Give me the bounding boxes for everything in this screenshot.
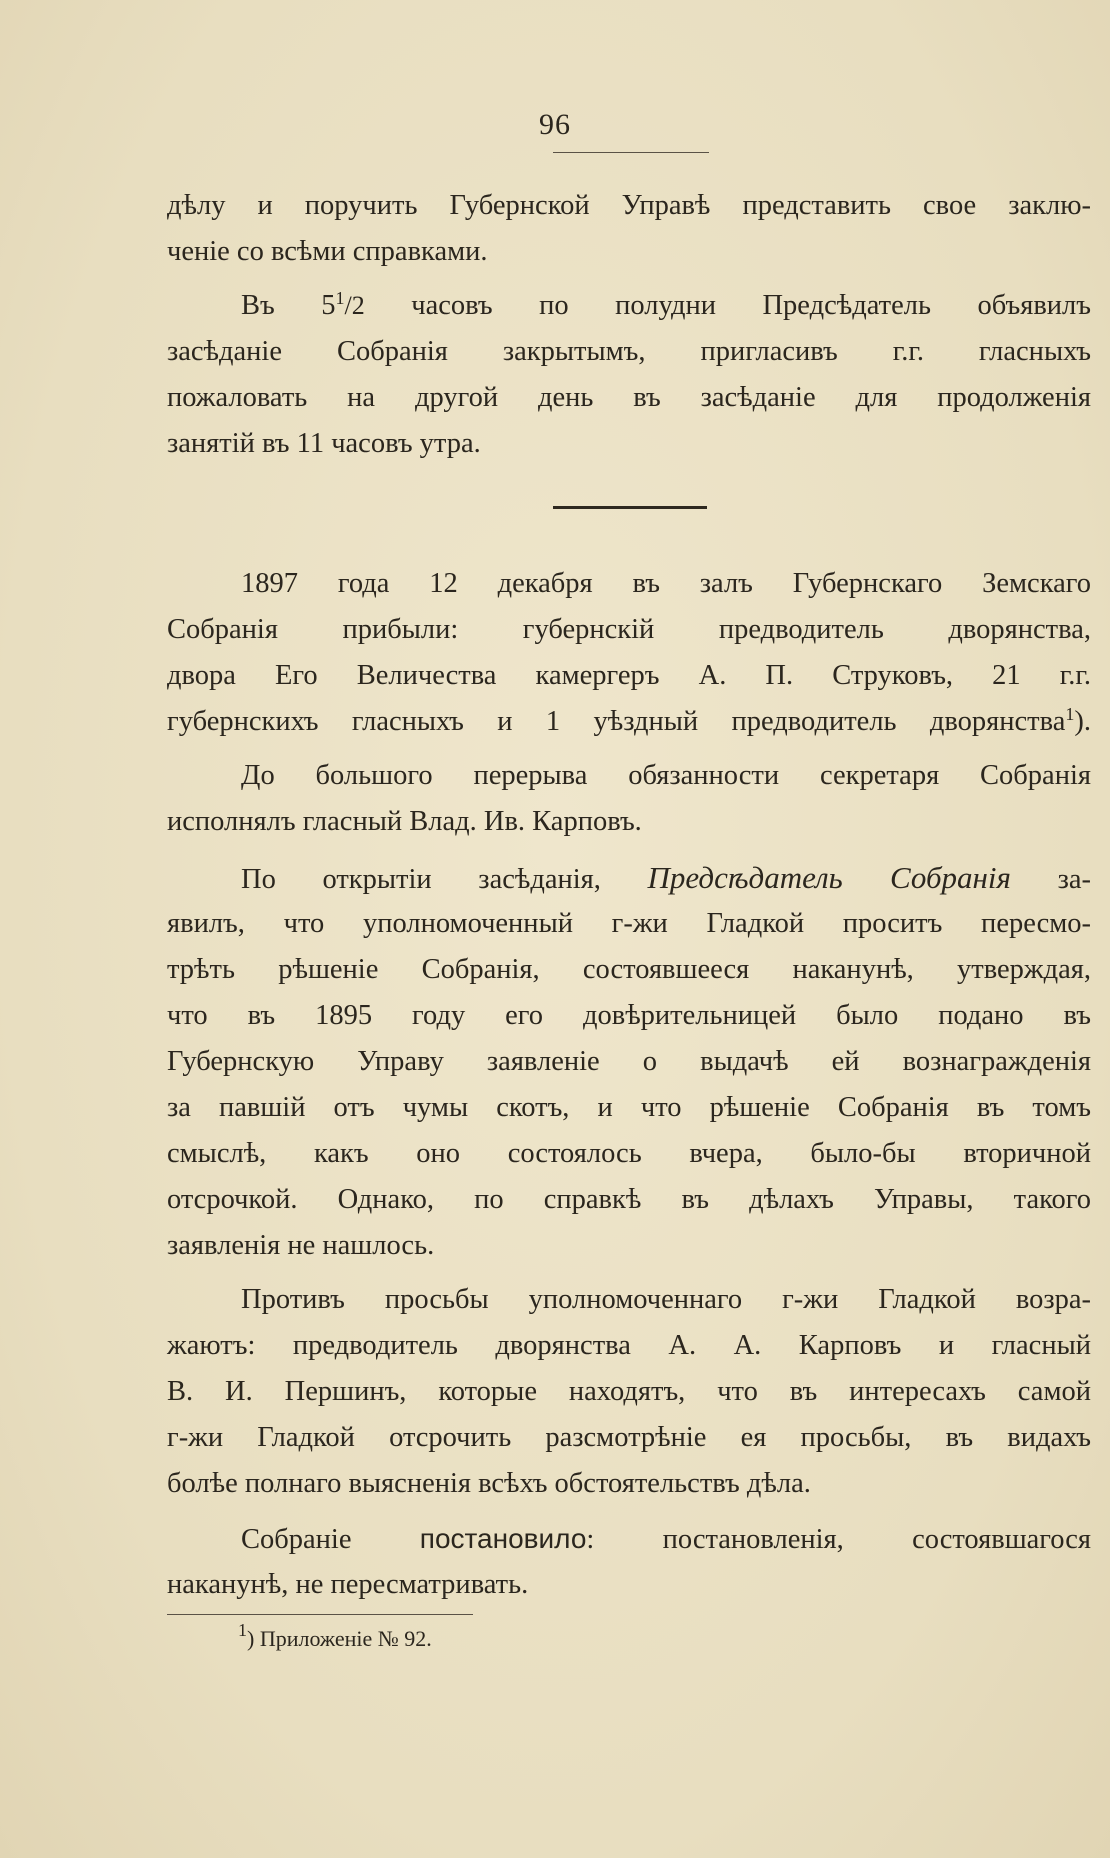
text-line: Противъ просьбы уполномоченнаго г-жи Гладкой возра- bbox=[241, 1284, 1091, 1315]
text-span: По открытіи засѣданія, bbox=[241, 864, 648, 895]
text-line: ченіе со всѣми справками. bbox=[167, 236, 488, 267]
text-line: болѣе полнаго выясненія всѣхъ обстоятельствъ дѣла. bbox=[167, 1468, 811, 1499]
text-line: наканунѣ, не пересматривать. bbox=[167, 1569, 529, 1600]
footnote-ref: 1 bbox=[1065, 704, 1075, 725]
section-separator bbox=[553, 506, 707, 509]
text-line: заявленія не нашлось. bbox=[167, 1230, 435, 1261]
text-span: за- bbox=[1010, 864, 1091, 895]
emphasis-text: постановило bbox=[419, 1523, 587, 1554]
text-span: : постановленія, состоявшагося bbox=[586, 1524, 1092, 1555]
text-span: Собраніе bbox=[241, 1524, 420, 1555]
text-line: занятій въ 11 часовъ утра. bbox=[167, 428, 481, 459]
text-span: часовъ по полудни Предсѣдатель объявилъ bbox=[364, 290, 1092, 321]
text-line: смыслѣ, какъ оно состоялось вчера, было-бы вторичной bbox=[167, 1138, 1091, 1169]
text-span: ). bbox=[1074, 706, 1091, 737]
text-line: Собранія прибыли: губернскій предводитель дворянства, bbox=[167, 614, 1091, 645]
text-line: До большого перерыва обязанности секретаря Собранія bbox=[241, 760, 1091, 791]
text-line: двора Его Величества камергеръ А. П. Струковъ, 21 г.г. bbox=[167, 660, 1091, 691]
page-number: 96 bbox=[539, 108, 571, 141]
text-line: трѣть рѣшеніе Собранія, состоявшееся наканунѣ, утверждая, bbox=[167, 954, 1091, 985]
footnote-marker: 1 bbox=[238, 1620, 247, 1641]
emphasis-text: Предсѣдатель Собранія bbox=[647, 860, 1011, 895]
fraction-numerator: 1 bbox=[335, 288, 345, 309]
text-line: явилъ, что уполномоченный г-жи Гладкой проситъ пересмо- bbox=[167, 908, 1091, 939]
text-line: отсрочкой. Однако, по справкѣ въ дѣлахъ Управы, такого bbox=[167, 1184, 1091, 1215]
text-line bbox=[167, 1519, 1091, 1559]
footnote bbox=[238, 1620, 432, 1654]
text-line: г-жи Гладкой отсрочить разсмотрѣніе ея просьбы, въ видахъ bbox=[167, 1422, 1091, 1453]
text-line: В. И. Першинъ, которые находятъ, что въ интересахъ самой bbox=[167, 1376, 1091, 1407]
text-span: губернскихъ гласныхъ и 1 уѣздный предводитель дворянства bbox=[167, 706, 1066, 737]
text-line bbox=[167, 702, 1091, 742]
fraction-denominator: /2 bbox=[344, 291, 365, 320]
footnote-rule bbox=[167, 1614, 473, 1615]
text-line: жаютъ: предводитель дворянства А. А. Карповъ и гласный bbox=[167, 1330, 1091, 1361]
text-line: 1897 года 12 декабря въ залъ Губернскаго Земскаго bbox=[241, 568, 1091, 599]
text-span: Въ 5 bbox=[241, 290, 336, 321]
text-line: засѣданіе Собранія закрытымъ, пригласивъ г.г. гласныхъ bbox=[167, 336, 1091, 367]
text-line: что въ 1895 году его довѣрительницей было подано въ bbox=[167, 1000, 1091, 1031]
footnote-text: ) Приложеніе № 92. bbox=[247, 1626, 432, 1651]
text-line: Губернскую Управу заявленіе о выдачѣ ей вознагражденія bbox=[167, 1046, 1091, 1077]
text-line bbox=[167, 286, 1091, 326]
text-line: пожаловать на другой день въ засѣданіе для продолженія bbox=[167, 382, 1091, 413]
header-rule bbox=[553, 152, 709, 153]
text-line: дѣлу и поручить Губернской Управѣ представить свое заклю- bbox=[167, 190, 1091, 221]
text-line: исполнялъ гласный Влад. Ив. Карповъ. bbox=[167, 806, 642, 837]
text-line bbox=[167, 858, 1091, 898]
text-line: за павшій отъ чумы скотъ, и что рѣшеніе Собранія въ томъ bbox=[167, 1092, 1091, 1123]
